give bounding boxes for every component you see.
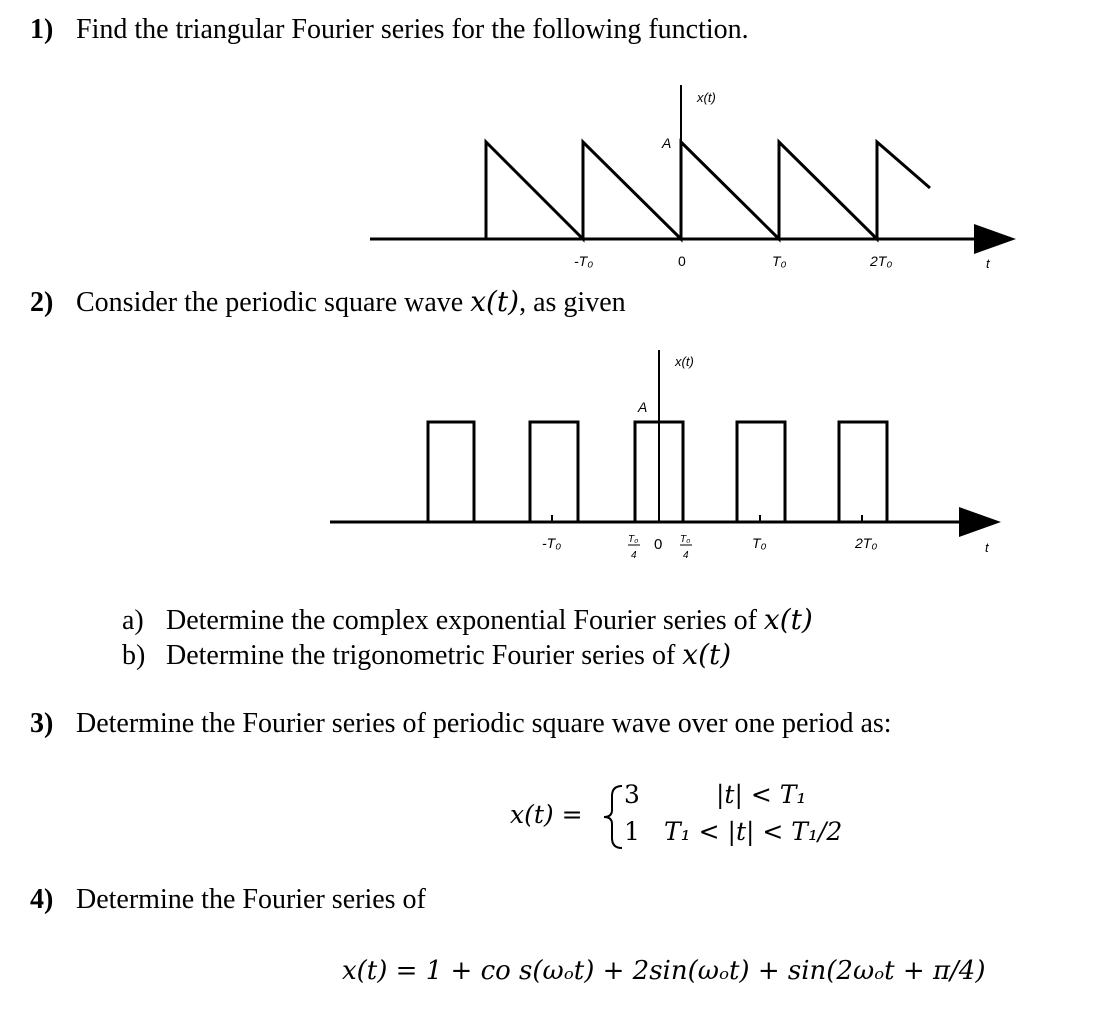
question-1-text: Find the triangular Fourier series for the following function. [76,14,749,45]
sawtooth-amp-label: A [662,135,672,151]
square-wave-pulse-4 [737,422,785,522]
question-2 [30,285,626,319]
square-tick-t0-over-4-den: 4 [683,550,689,561]
question-2-text-suffix: , as given [519,287,626,318]
q3-case1-condition: |t| < T₁ [716,780,807,809]
sawtooth-xlabel: t [986,256,990,271]
sawtooth-figure [0,0,1106,280]
question-2a-text: Determine the complex exponential Fourier series of [166,605,764,636]
sawtooth-tick-zero: 0 [678,253,686,269]
square-tick-neg-t0-over-4-num: T₀ [628,534,639,545]
question-1-number: 1) [30,14,54,45]
question-2a-var: x(t) [763,603,813,636]
question-2b-text: Determine the trigonometric Fourier series of [166,640,683,671]
square-wave-figure [0,330,1106,590]
q3-case1-value: 3 [624,780,640,809]
q3-case2-condition: T₁ < |t| < T₁/2 [664,817,843,846]
sawtooth-wave [486,142,930,239]
question-3 [30,708,892,740]
question-4-text: Determine the Fourier series of [76,884,426,915]
question-2-var: x(t) [470,285,520,318]
square-tick-neg-t0: -T₀ [542,535,562,551]
sawtooth-tick-t0: T₀ [772,253,787,269]
square-tick-2t0: 2T₀ [855,535,878,551]
question-4-number: 4) [30,884,54,915]
sawtooth-tick-2t0: 2T₀ [870,253,893,269]
question-3-number: 3) [30,708,54,739]
square-wave-pulse-5 [839,422,887,522]
question-2a [122,603,813,637]
q3-lhs: x(t) = [510,800,583,829]
sawtooth-ylabel: x(t) [697,90,716,105]
square-tick-t0: T₀ [752,535,767,551]
question-2b [122,638,731,672]
question-4 [30,884,426,916]
square-tick-t0-over-4-num: T₀ [680,534,691,545]
question-2-number: 2) [30,287,54,318]
sawtooth-tick-neg-t0: -T₀ [574,253,594,269]
question-2b-label: b) [122,640,146,671]
square-wave-pulse-2 [530,422,578,522]
square-ylabel: x(t) [675,354,694,369]
question-2b-var: x(t) [682,638,732,671]
square-tick-zero: 0 [654,536,663,553]
q4-equation: x(t) = 1 + co s(ωₒt) + 2sin(ωₒt) + sin(2ωₒt + π/4) [342,956,986,986]
square-amp-label: A [638,399,648,415]
square-wave-pulse-1 [428,422,474,522]
q3-case2-value: 1 [624,817,640,846]
question-2-text-prefix: Consider the periodic square wave [76,287,471,318]
question-2a-label: a) [122,605,144,636]
square-xlabel: t [985,540,989,555]
question-3-text: Determine the Fourier series of periodic square wave over one period as: [76,708,892,739]
square-tick-neg-t0-over-4-den: 4 [631,550,637,561]
